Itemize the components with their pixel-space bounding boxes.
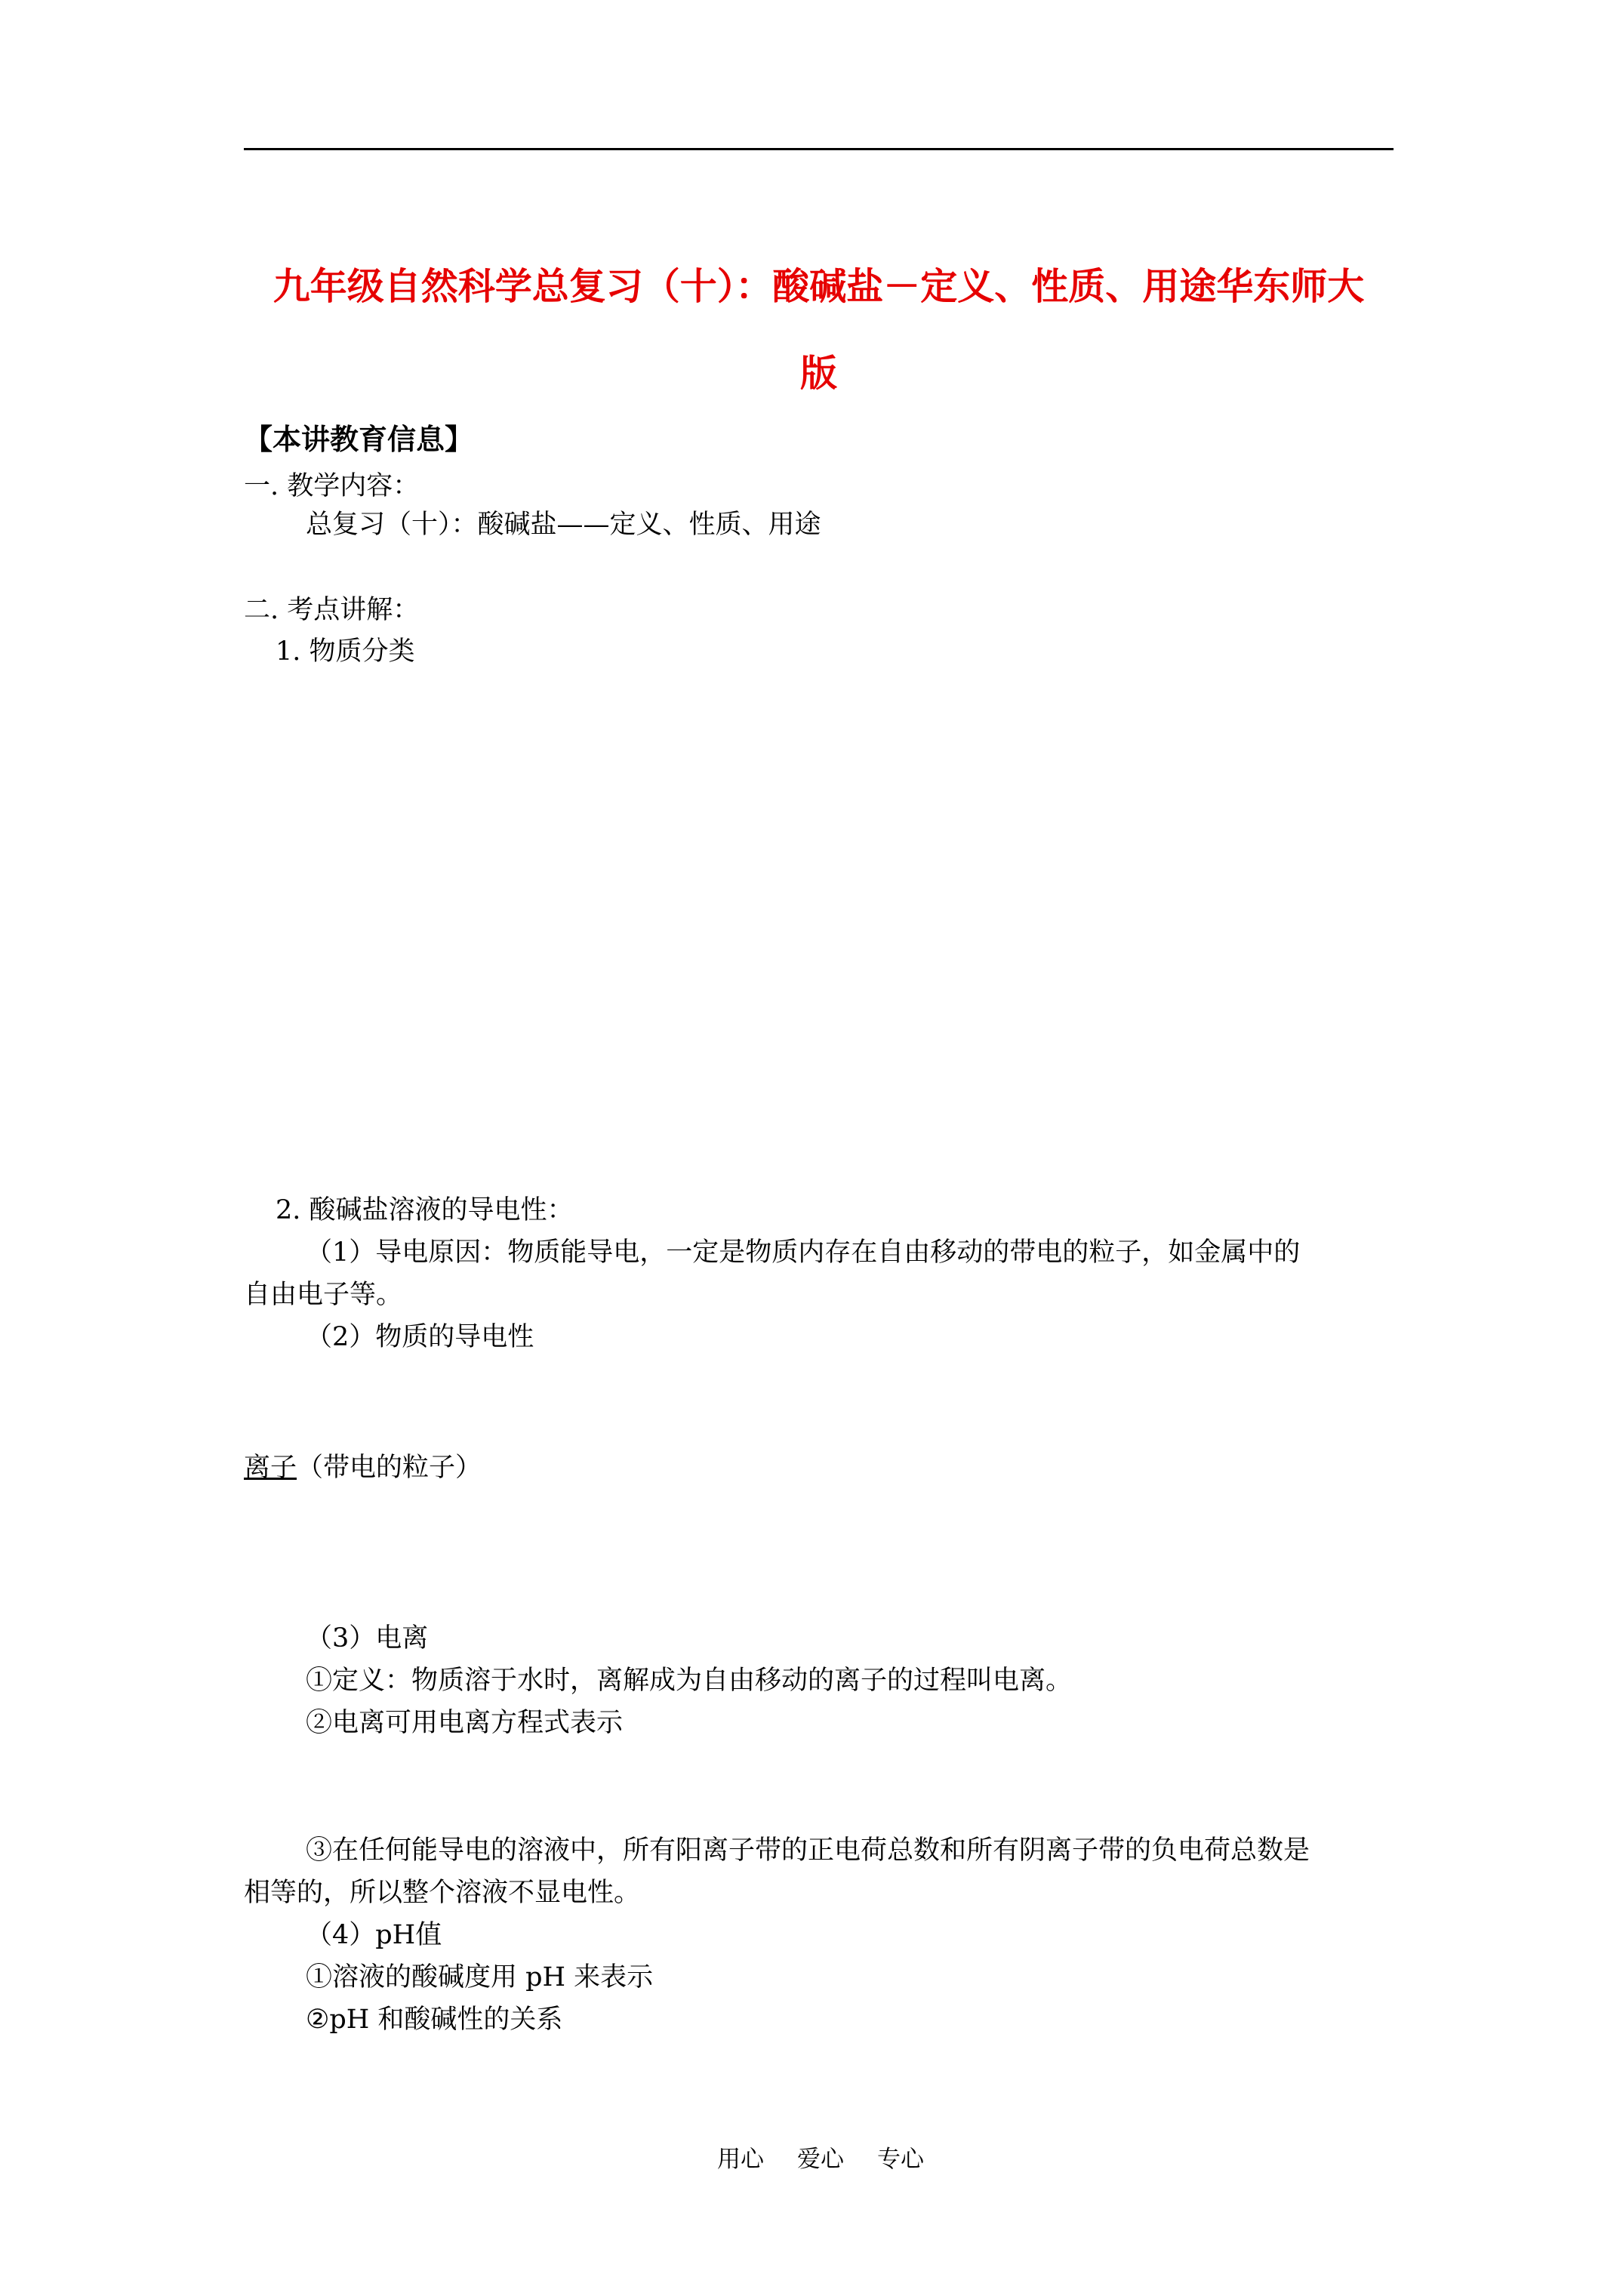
ion-explanation: （带电的粒子） xyxy=(297,1453,482,1483)
charge-balance-cont: 相等的，所以整个溶液不显电性。 xyxy=(244,1878,641,1908)
ionization-equation: ②电离可用电离方程式表示 xyxy=(306,1708,624,1738)
section-header: 【本讲教育信息】 xyxy=(244,423,474,456)
footer-word-1: 用心 xyxy=(717,2146,764,2173)
document-title-line-1: 九年级自然科学总复习（十）：酸碱盐－定义、性质、用途华东师大 xyxy=(273,265,1365,308)
charge-balance: ③在任何能导电的溶液中，所有阳离子带的正电荷总数和所有阴离子带的负电荷总数是 xyxy=(306,1835,1310,1866)
ionization-definition: ①定义：物质溶于水时，离解成为自由移动的离子的过程叫电离。 xyxy=(306,1666,1073,1696)
item-classification: 1. 物质分类 xyxy=(276,636,415,667)
heading-key-points: 二. 考点讲解： xyxy=(244,595,420,625)
teaching-content-text: 总复习（十）：酸碱盐——定义、性质、用途 xyxy=(306,510,821,540)
conductivity-reason-cont: 自由电子等。 xyxy=(244,1280,403,1310)
ionization-heading: （3）电离 xyxy=(306,1623,429,1653)
header-rule xyxy=(244,148,1394,150)
document-title-line-2: 版 xyxy=(799,352,837,395)
heading-teaching-content: 一. 教学内容： xyxy=(244,471,420,501)
item-conductivity: 2. 酸碱盐溶液的导电性： xyxy=(276,1195,574,1225)
ph-relation: ②pH 和酸碱性的关系 xyxy=(306,2005,563,2035)
footer-word-2: 爱心 xyxy=(797,2146,844,2173)
conductivity-substance: （2）物质的导电性 xyxy=(306,1322,534,1352)
ion-term: 离子 xyxy=(244,1453,297,1483)
ph-heading: （4）pH值 xyxy=(306,1920,442,1950)
page-footer xyxy=(717,2144,924,2174)
ion-label xyxy=(244,1451,482,1484)
ph-definition: ①溶液的酸碱度用 pH 来表示 xyxy=(306,1962,654,1992)
footer-word-3: 专心 xyxy=(877,2146,924,2173)
conductivity-reason: （1）导电原因：物质能导电，一定是物质内存在自由移动的带电的粒子，如金属中的 xyxy=(306,1237,1301,1268)
